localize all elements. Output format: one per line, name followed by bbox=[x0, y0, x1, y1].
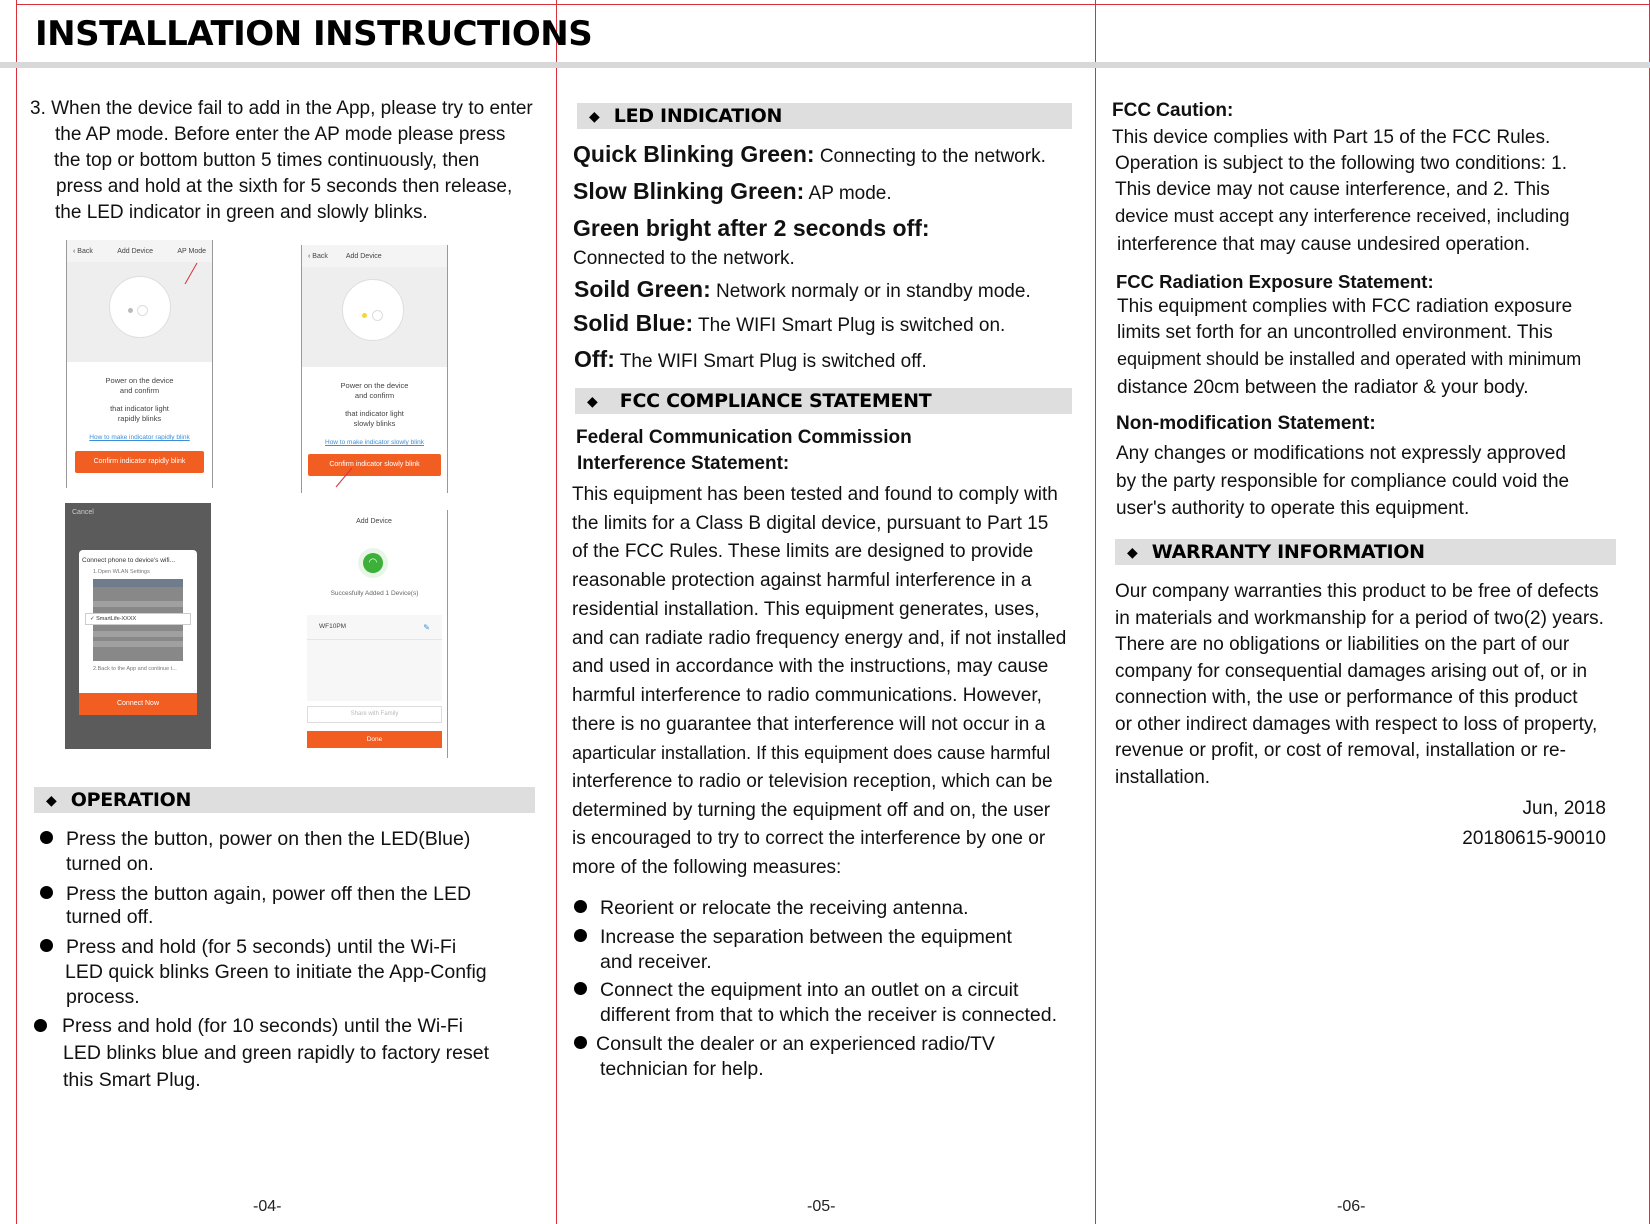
bullet-icon bbox=[574, 982, 587, 995]
app-screenshot-wifi-connect bbox=[65, 503, 211, 749]
measure-bullet: Reorient or relocate the receiving antenna. bbox=[574, 896, 1074, 921]
radiation-title: FCC Radiation Exposure Statement: bbox=[1116, 271, 1434, 292]
section-title: OPERATION bbox=[70, 789, 192, 811]
device-icon bbox=[342, 279, 404, 341]
screen-title: Add Device bbox=[345, 252, 382, 260]
done-button: Done bbox=[307, 731, 442, 748]
measure-bullet: Increase the separation between the equipment and receiver. bbox=[574, 925, 1074, 975]
screen-title: Add Device bbox=[301, 510, 447, 532]
fcc-heading: Federal Communication Commission bbox=[576, 427, 912, 448]
operation-header bbox=[34, 787, 535, 813]
non-modification-title: Non-modification Statement: bbox=[1116, 413, 1376, 434]
warranty-text: Our company warranties this product to be free of defects in materials and workmanship for a period of two(2) years. There are no obligations or liabilities on the part of our company for consequential damages arising out of, or in connection with, the use or performance of this product or other indirect damages with respect to loss of property, revenue or profit, or cost of removal, installation or re- installation. bbox=[1115, 581, 1604, 788]
column-divider-2 bbox=[1095, 0, 1096, 1224]
bullet-icon bbox=[574, 1036, 587, 1049]
confirm-button: Confirm indicator slowly blink bbox=[308, 454, 441, 476]
device-illustration bbox=[302, 267, 447, 367]
device-icon bbox=[109, 276, 171, 338]
led-row: Connected to the network. bbox=[573, 248, 795, 269]
wlan-settings-image bbox=[90, 579, 183, 661]
section-title: FCC COMPLIANCE STATEMENT bbox=[619, 390, 932, 412]
caption: Power on the device bbox=[340, 381, 409, 390]
measure-bullet: Connect the equipment into an outlet on a circuit different from that to which the receiver is connected. bbox=[574, 978, 1074, 1028]
section-title: WARRANTY INFORMATION bbox=[1151, 541, 1425, 563]
top-border bbox=[16, 4, 1650, 5]
confirm-button: Confirm indicator rapidly blink bbox=[75, 451, 204, 473]
document-date: Jun, 2018 bbox=[1522, 798, 1606, 819]
led-row: Quick Blinking Green: Connecting to the network. bbox=[573, 141, 1046, 167]
cancel-button: Cancel bbox=[72, 509, 94, 516]
app-header bbox=[67, 240, 212, 262]
pointer-arrow-icon bbox=[334, 467, 354, 489]
bullet-icon bbox=[40, 939, 53, 952]
operation-bullet: Press the button, power on then the LED(Blue) turned on. bbox=[40, 827, 550, 877]
pointer-arrow-icon bbox=[179, 262, 199, 286]
operation-bullet: Press the button again, power off then the LED turned off. bbox=[40, 882, 550, 928]
page-number: -06- bbox=[1337, 1198, 1366, 1215]
page-number: -04- bbox=[253, 1198, 282, 1215]
document-code: 20180615-90010 bbox=[1462, 828, 1606, 849]
led-row: Green bright after 2 seconds off: bbox=[573, 215, 930, 241]
intro-line: the LED indicator in green and slowly blinks. bbox=[55, 202, 428, 223]
measure-bullet: Consult the dealer or an experienced radio/TV technician for help. bbox=[574, 1032, 1074, 1082]
success-message: Succesfully Added 1 Device(s) bbox=[330, 590, 419, 597]
fcc-interference-statement: This equipment has been tested and found to comply with the limits for a Class B digital device, pursuant to Part 15 of the FCC Rules. These limits are designed to provide reasonable protection against harmful interference in a residential installation. This equipment generates, uses, and can radiate radio frequency energy and, if not installed and used in accordance with the instructions, may cause harmful interference to radio communications. However, there is no guarantee that interference will not occur in a aparticular installation. If this equipment does cause harmful interference to radio or television reception, which can be determined by turning the equipment off and on, the user is encouraged to try to correct the interference by one or more of the following measures: bbox=[572, 484, 1067, 879]
fcc-caution-text: This device complies with Part 15 of the FCC Rules. Operation is subject to the following two conditions: 1. This device may not cause interference, and 2. This device must accept any interference received, including interference that may cause undesired operation. bbox=[1112, 127, 1570, 255]
header-band bbox=[0, 62, 1650, 68]
dialog-heading: Connect phone to device's wifi... bbox=[82, 557, 176, 564]
operation-bullet: Press and hold (for 10 seconds) until the Wi-Fi LED blinks blue and green rapidly to factory reset this Smart Plug. bbox=[34, 1013, 550, 1094]
intro-line: press and hold at the sixth for 5 seconds then release, bbox=[56, 176, 513, 197]
fcc-compliance-header bbox=[575, 388, 1072, 414]
led-row: Soild Green: Network normaly or in standby mode. bbox=[574, 276, 1031, 302]
back-button: ‹ Back bbox=[73, 247, 93, 255]
intro-line: the top or bottom button 5 times continuously, then bbox=[54, 150, 480, 171]
fcc-caution-title: FCC Caution: bbox=[1112, 100, 1234, 121]
caption: and confirm bbox=[119, 386, 160, 395]
wifi-dialog bbox=[79, 550, 197, 710]
ap-mode-instructions bbox=[30, 96, 550, 226]
non-modification-text: Any changes or modifications not expressly approved by the party responsible for compliance could void the user's authority to operate this equipment. bbox=[1116, 443, 1570, 519]
page-number: -05- bbox=[807, 1198, 836, 1215]
led-indication-header bbox=[577, 103, 1072, 129]
diamond-icon: ◆ bbox=[46, 791, 57, 808]
bullet-icon bbox=[574, 929, 587, 942]
screen-title: Add Device bbox=[117, 247, 153, 255]
dialog-step: 1.Open WLAN Settings bbox=[93, 569, 150, 575]
led-row: Off: The WIFI Smart Plug is switched off. bbox=[574, 346, 927, 372]
diamond-icon: ◆ bbox=[587, 392, 598, 409]
share-button: Share with Family bbox=[307, 706, 442, 723]
bullet-icon bbox=[40, 831, 53, 844]
network-row: ✓ SmartLife-XXXX bbox=[85, 613, 191, 625]
intro-line: 3. When the device fail to add in the App, please try to enter bbox=[30, 98, 533, 119]
app-screenshot-ap-mode bbox=[66, 240, 213, 488]
left-border bbox=[16, 0, 17, 1224]
success-icon: ◠ bbox=[358, 548, 388, 578]
intro-line: the AP mode. Before enter the AP mode please press bbox=[55, 124, 506, 145]
device-card bbox=[307, 615, 442, 701]
column-divider-1 bbox=[556, 0, 557, 1224]
radiation-text: This equipment complies with FCC radiation exposure limits set forth for an uncontrolled environment. This equipment should be installed and operated with minimum distance 20cm between the radiator & your body. bbox=[1117, 296, 1582, 398]
caption: that indicator light bbox=[110, 404, 169, 413]
app-header bbox=[302, 245, 447, 267]
bullet-icon bbox=[40, 886, 53, 899]
device-illustration bbox=[67, 262, 212, 362]
led-row: Solid Blue: The WIFI Smart Plug is switched on. bbox=[573, 310, 1006, 336]
caption: slowly blinks bbox=[353, 419, 396, 428]
diamond-icon: ◆ bbox=[1127, 543, 1138, 560]
help-link: How to make indicator rapidly blink bbox=[89, 434, 190, 441]
fcc-heading: Interference Statement: bbox=[577, 453, 790, 474]
operation-bullet: Press and hold (for 5 seconds) until the Wi-Fi LED quick blinks Green to initiate the App-Config process. bbox=[40, 935, 550, 1010]
back-button: ‹ Back bbox=[308, 252, 328, 260]
ap-mode-link: AP Mode bbox=[177, 247, 206, 255]
device-name: WF10PM bbox=[319, 623, 347, 630]
bullet-icon bbox=[34, 1019, 47, 1032]
dialog-step: 2.Back to the App and continue t... bbox=[93, 666, 177, 672]
caption: rapidly blinks bbox=[117, 414, 162, 423]
section-title: LED INDICATION bbox=[613, 105, 783, 127]
connect-now-button: Connect Now bbox=[79, 693, 197, 715]
app-screenshot-device-added bbox=[301, 510, 448, 758]
led-row: Slow Blinking Green: AP mode. bbox=[573, 178, 892, 204]
diamond-icon: ◆ bbox=[589, 107, 600, 124]
app-screenshot-slow-blink bbox=[301, 245, 448, 493]
edit-icon: ✎ bbox=[423, 623, 430, 632]
caption: and confirm bbox=[354, 391, 395, 400]
help-link: How to make indicator slowly blink bbox=[325, 439, 424, 446]
warranty-header bbox=[1115, 539, 1616, 565]
caption: Power on the device bbox=[105, 376, 174, 385]
caption: that indicator light bbox=[345, 409, 404, 418]
page-title: INSTALLATION INSTRUCTIONS bbox=[35, 14, 593, 54]
bullet-icon bbox=[574, 900, 587, 913]
